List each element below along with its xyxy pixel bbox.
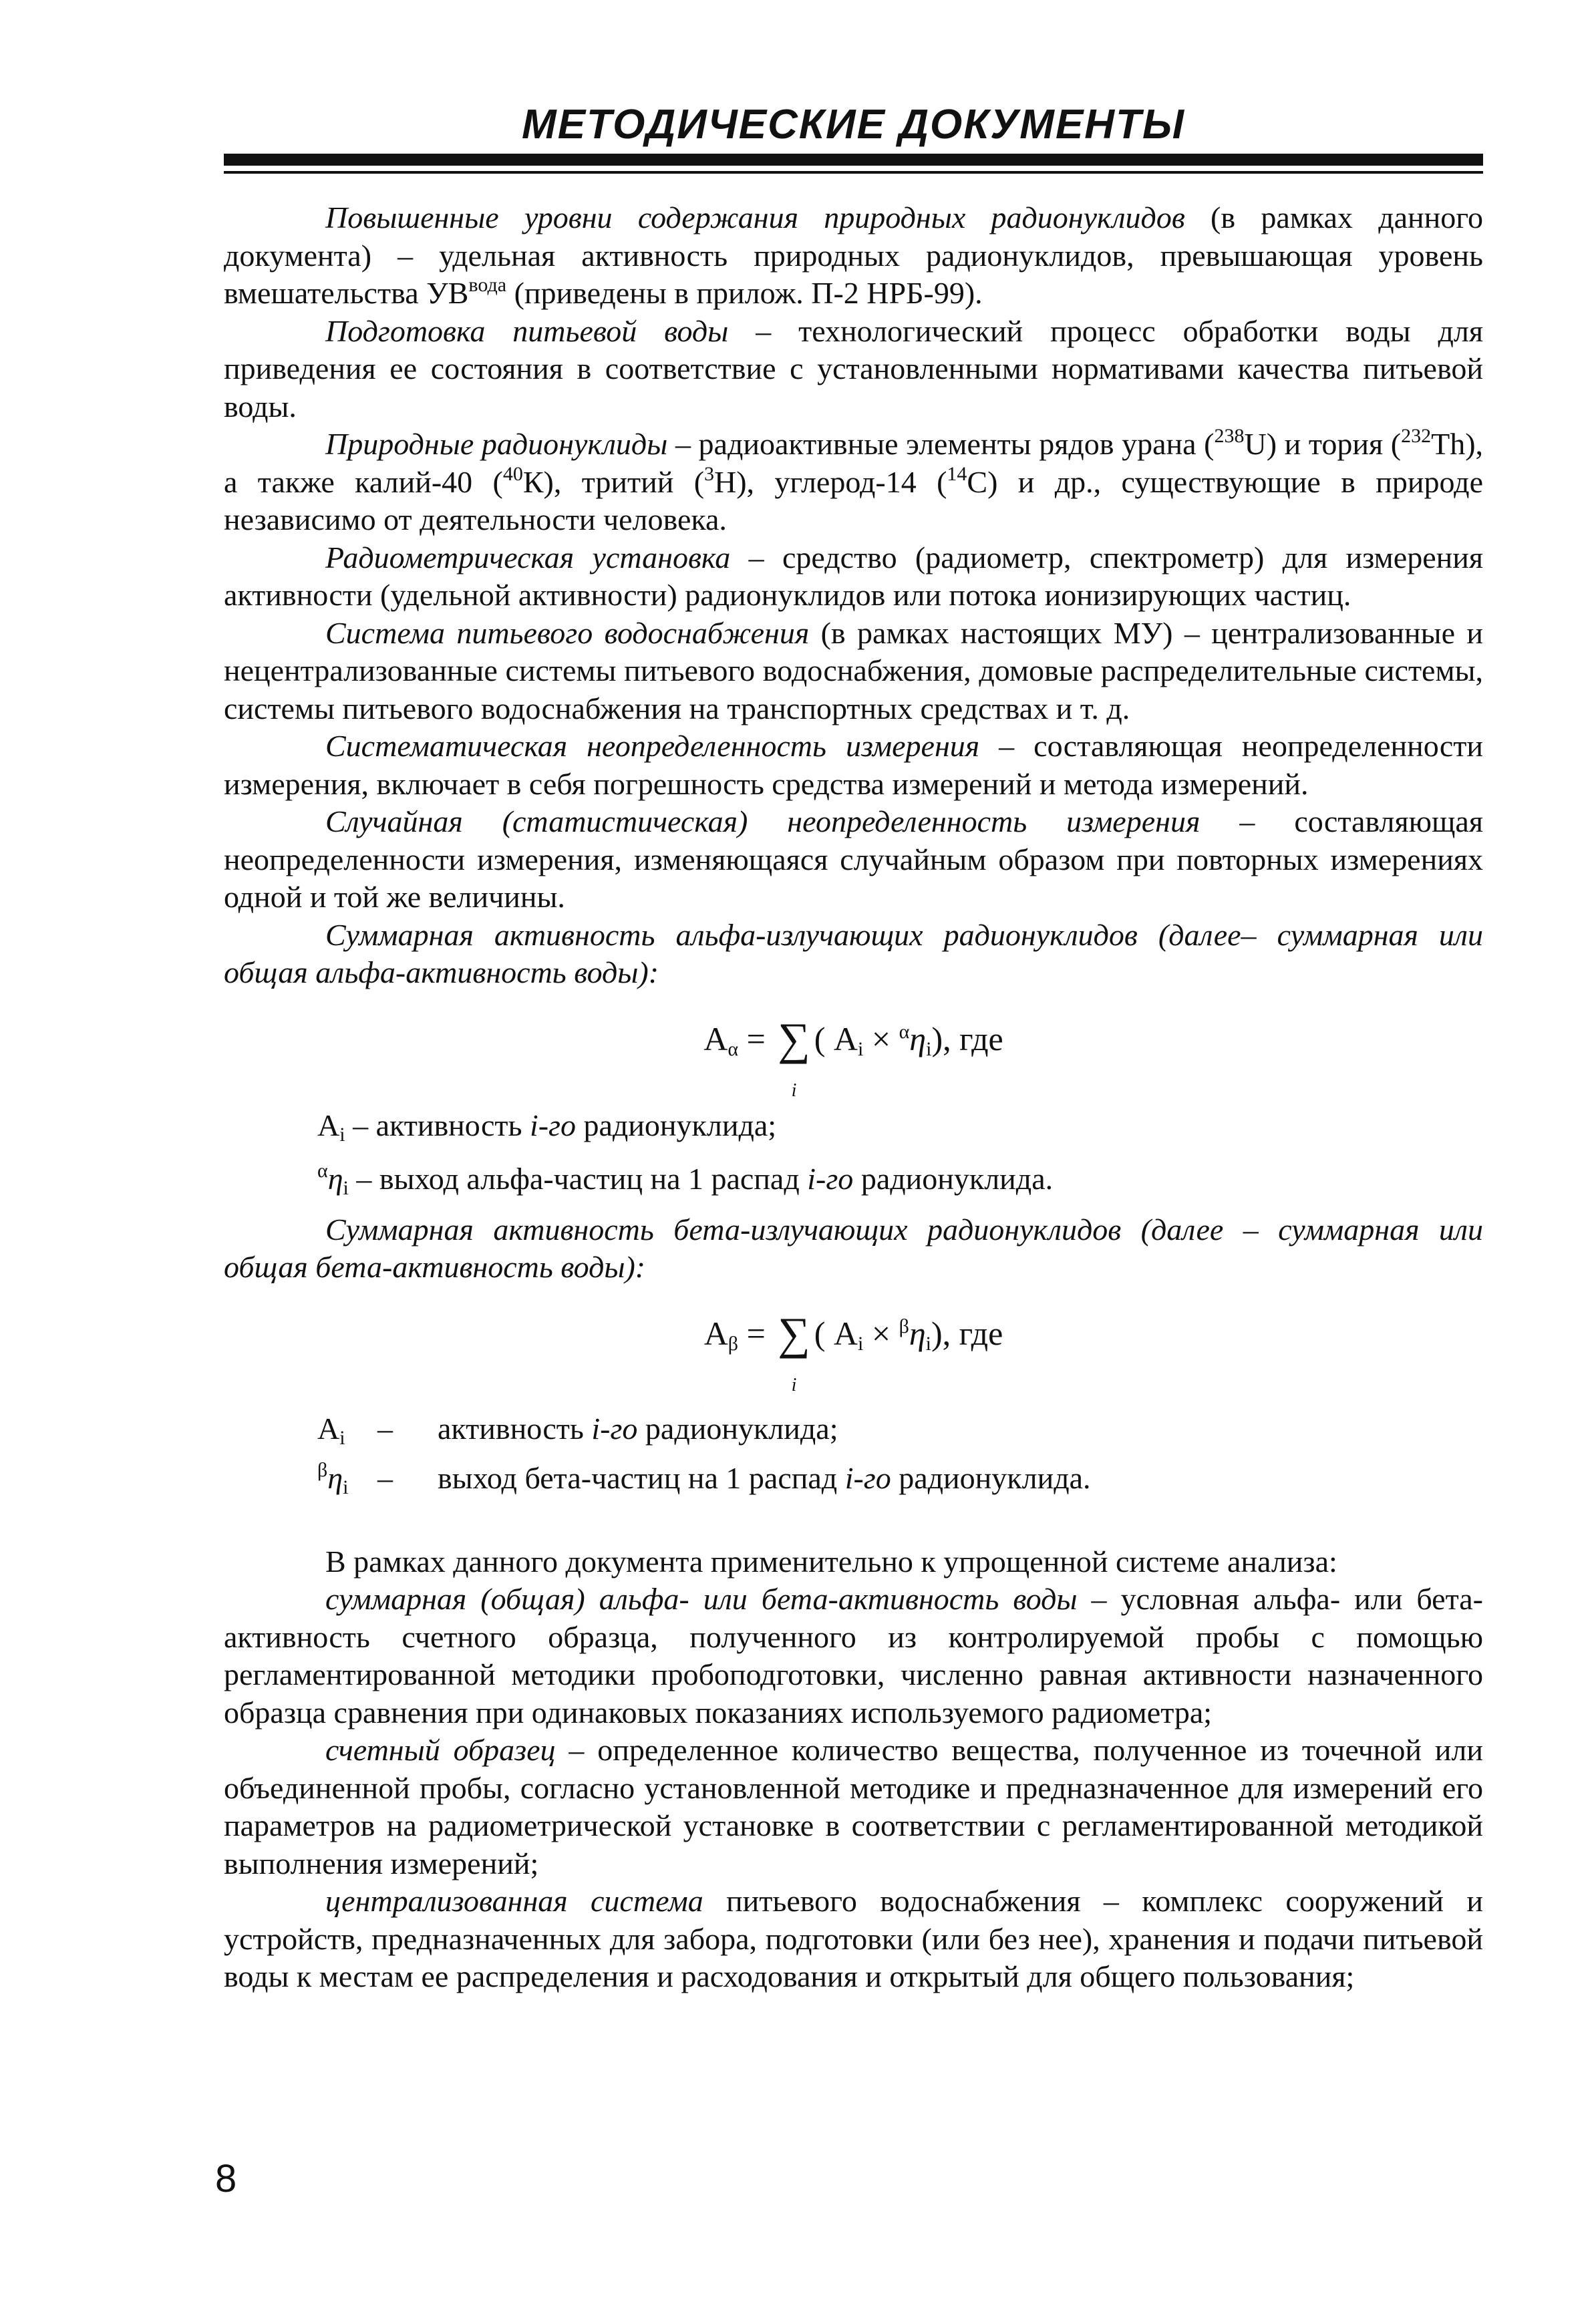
term: Случайная (статистическая) неопределенность измерения xyxy=(325,804,1201,838)
sum-symbol: ∑ i xyxy=(778,1013,810,1101)
term: Суммарная активность альфа-излучающих радионуклидов (далее– суммарная или общая альфа-активность воды): xyxy=(224,917,1483,989)
term: централизованная система xyxy=(325,1884,703,1918)
formula-alpha: $A_\alpha$ = ∑ i ( $A_i \times ^\alpha\eta_i$), где xyxy=(703,1013,1003,1101)
sum-symbol: ∑ i xyxy=(778,1307,810,1395)
document-body xyxy=(224,199,1483,1996)
header-rule-thin xyxy=(224,171,1483,174)
term: суммарная (общая) альфа- или бета-активность воды xyxy=(325,1582,1078,1616)
paragraph-water-treatment: Подготовка питьевой воды – технологический процесс обработки воды для приведения ее состояния в соответствие с установленными нормативами качества питьевой воды. xyxy=(224,313,1484,424)
term: Систематическая неопределенность измерения xyxy=(325,729,980,763)
term: Природные радионуклиды xyxy=(325,427,668,461)
term: Суммарная активность бета-излучающих радионуклидов (далее – суммарная или общая бета-активность воды): xyxy=(224,1212,1483,1284)
paragraph-radiometric-unit: Радиометрическая установка – средство (радиометр, спектрометр) для измерения активности (удельной активности) радионуклидов или потока ионизирующих частиц. xyxy=(224,540,1484,612)
paragraph-systematic-uncertainty: Систематическая неопределенность измерения – составляющая неопределенности измерения, включает в себя погрешность средства измерений и метода измерений. xyxy=(224,729,1484,801)
paragraph-centralized-system: централизованная система питьевого водоснабжения – комплекс сооружений и устройств, предназначенных для забора, подготовки (или без нее), хранения и подачи питьевой воды к местам ее распределения и расходования и открытый для общего пользования; xyxy=(224,1884,1484,1993)
paragraph-elevated-levels: Повышенные уровни содержания природных радионуклидов (в рамках данного документа) – удельная активность природных радионуклидов, превышающая уровень вмешательства $УВ^{вода}$ (приведены в прилож. П-2 НРБ-99). xyxy=(224,200,1483,310)
paragraph-natural-radionuclides: Природные радионуклиды – радиоактивные элементы рядов урана ($^{238}$U) и тория ($^{232}$Th), а также калий-40 ($^{40}$К), тритий ($^3$H), углерод-14 ($^{14}$С) и др., существующие в природе независимо от деятельности человека. xyxy=(224,425,1484,536)
term: Радиометрическая установка xyxy=(325,540,731,574)
term: Система питьевого водоснабжения xyxy=(325,615,810,650)
term: Подготовка питьевой воды xyxy=(325,313,729,348)
paragraph-simplified-analysis: В рамках данного документа применительно к упрощенной системе анализа: xyxy=(325,1544,1337,1579)
definition-yield-beta: $^\beta\eta_i$ – выход бета-частиц на 1 распад i-го радионуклида. xyxy=(317,1458,1091,1498)
paragraph-water-supply-system: Система питьевого водоснабжения (в рамках настоящих МУ) – централизованные и нецентрализованные системы питьевого водоснабжения, домовые распределительные системы, системы питьевого водоснабжения на транспортных средствах и т. д. xyxy=(224,615,1483,725)
formula-beta: $A_\beta$ = ∑ i ( $A_i \times ^\beta\eta_i$), где xyxy=(703,1307,1003,1395)
page-number: 8 xyxy=(215,2157,237,2200)
paragraph-total-alpha xyxy=(224,917,1483,992)
paragraph-random-uncertainty: Случайная (статистическая) неопределенность измерения – составляющая неопределенности измерения, изменяющаяся случайным образом при повторных измерениях одной и той же величины. xyxy=(224,804,1483,914)
paragraph-counting-sample: счетный образец – определенное количество вещества, полученное из точечной или объединенной пробы, согласно установленной методике и предназначенное для измерений его параметров на радиометрической установке в соответствии с регламентированной методикой выполнения измерений; xyxy=(224,1733,1484,1880)
paragraph-conditional-activity: суммарная (общая) альфа- или бета-активность воды – условная альфа- или бета-активность счетного образца, полученного из контролируемой пробы с помощью регламентированной методики пробоподготовки, численно равная активности назначенного образца сравнения при одинаковых показаниях используемого радиометра; xyxy=(224,1582,1483,1729)
term: Повышенные уровни содержания природных радионуклидов xyxy=(325,200,1185,234)
definition-activity-beta: $A_i$ – активность i-го радионуклида; xyxy=(317,1411,838,1449)
definitions-beta xyxy=(224,1404,1483,1503)
definition-activity-alpha: $A_i$ – активность i-го радионуклида; xyxy=(317,1108,777,1146)
definition-yield-alpha: $^\alpha\eta_i$ – выход альфа-частиц на 1 распад i-го радионуклида. xyxy=(317,1159,1054,1199)
page-header-title: МЕТОДИЧЕСКИЕ ДОКУМЕНТЫ xyxy=(522,102,1185,148)
paragraph-total-beta xyxy=(224,1211,1483,1287)
header-rule-thick xyxy=(224,154,1483,166)
term: счетный образец xyxy=(325,1733,556,1767)
